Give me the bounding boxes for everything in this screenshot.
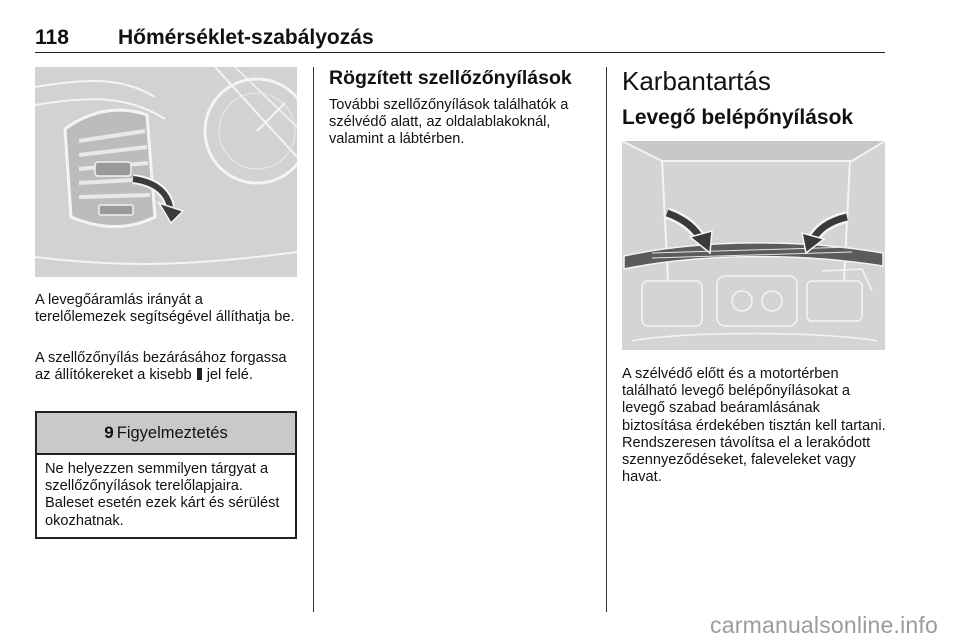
- warning-title: Figyelmeztetés: [116, 423, 228, 442]
- warning-symbol: 9: [104, 423, 114, 442]
- body-paragraph: További szellőzőnyílások találhatók a szélvédő alatt, az oldalablakoknál, valamint a lábtérben.: [329, 97, 569, 148]
- page-number: 118: [35, 26, 69, 49]
- engine-bay-drawing: [622, 141, 885, 350]
- sub-heading: Levegő belépőnyílások: [622, 106, 854, 129]
- page-header: [35, 20, 885, 53]
- running-title: Hőmérséklet-szabályozás: [118, 26, 374, 49]
- air-vent-illustration: [35, 67, 297, 277]
- warning-header: [37, 413, 295, 455]
- warning-box: [35, 411, 297, 539]
- air-vent-drawing: [35, 67, 297, 277]
- text-fragment: jel felé.: [206, 367, 253, 384]
- warning-text: Ne helyezzen semmilyen tárgyat a szellőzőnyílások terelőlapjaira. Baleset esetén ezek kárt és sérülést okozhatnak.: [45, 461, 280, 529]
- section-heading: Rögzített szellőzőnyílások: [329, 67, 572, 89]
- body-paragraph: [35, 350, 301, 384]
- text-fragment: A szellőzőnyílás bezárásához forgassa az állítókereket a kisebb: [35, 350, 287, 384]
- column-divider: [313, 67, 314, 612]
- engine-bay-illustration: [622, 141, 885, 350]
- small-mark-icon: [197, 368, 202, 380]
- body-paragraph: A levegőáramlás irányát a terelőlemezek segítségével állíthatja be.: [35, 292, 295, 326]
- watermark: carmanualsonline.info: [710, 612, 938, 638]
- chapter-heading: Karbantartás: [622, 66, 771, 96]
- body-paragraph: A szélvédő előtt és a motortérben található levegő belépőnyílásokat a levegő szabad beáramlásának biztosítása érdekében tisztán kell tartani. Rendszeresen távolítsa el a lerakódott szennyeződéseket, faleveleket vagy havat.: [622, 366, 886, 486]
- column-divider: [606, 67, 607, 612]
